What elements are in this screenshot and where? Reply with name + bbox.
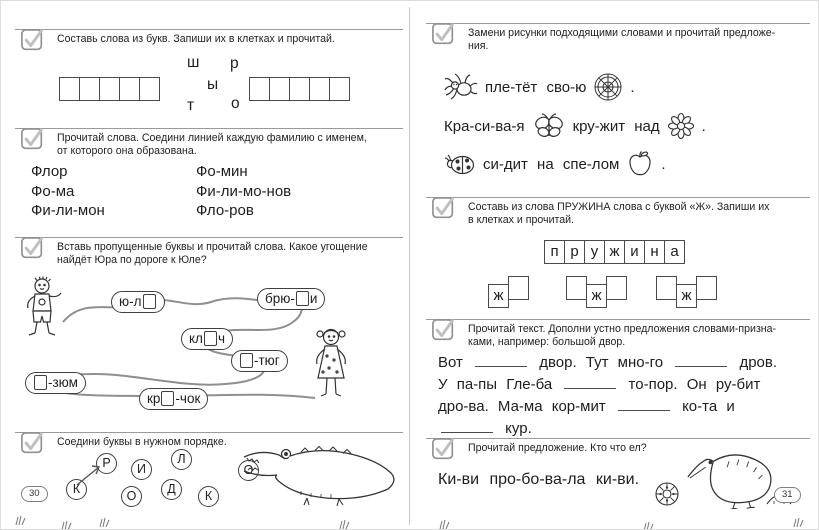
task-checkbox-icon[interactable] [432,319,456,343]
instruction-line-1: Составь из слова ПРУЖИНА слова с буквой «Ж». Запиши их [468,201,770,213]
fill-blank[interactable] [564,375,616,389]
picture-sentence-3 [444,150,666,178]
winding-path-scene [15,270,399,430]
fill-blank[interactable] [475,353,527,367]
letter-cell: а [664,240,685,264]
letter-cell: ж [604,240,625,264]
page-left [9,1,405,530]
text-segment: Вот [438,354,463,371]
sentence-text: си-дит на спе-лом [483,155,620,173]
picture-sentence-1 [444,72,635,102]
missing-letter-box[interactable] [296,291,309,306]
scattered-letter: ы [207,76,219,93]
page-right [420,1,812,530]
word-pill [25,372,86,394]
crocodile-illustration [241,445,399,507]
write-cell[interactable] [139,77,160,101]
task-checkbox-icon[interactable] [432,438,456,462]
word-pill [181,328,233,350]
boy-figure [21,276,67,338]
missing-letter-box[interactable] [161,391,174,406]
instruction-line-1: Составь слова из букв. Запиши их в клетках и прочитай. [57,33,335,45]
pruzhina-word-cells [544,240,684,264]
write-cell[interactable] [309,77,330,101]
task-connect-letters [15,432,403,523]
flower-icon [667,112,695,140]
write-cell[interactable] [508,276,529,300]
task-checkbox-icon[interactable] [432,23,456,47]
word-part: и [309,291,318,306]
sentence-period: . [630,78,635,96]
text-segment: двор. Тут мно-го [539,354,664,371]
write-cell[interactable] [249,77,270,101]
write-cell[interactable] [329,77,350,101]
surnames-column [196,162,291,221]
task-instruction [426,198,810,227]
write-cell[interactable] [79,77,100,101]
write-cell[interactable] [269,77,290,101]
task-missing-letters [15,237,403,431]
sentence-text: Кра-си-ва-я [444,117,525,135]
fill-blank[interactable] [618,397,670,411]
task-fill-adjectives [426,319,810,437]
page-number-badge: 30 [21,486,48,502]
write-cell[interactable] [119,77,140,101]
letter-cell: ж [676,284,697,308]
page-number-badge: 31 [774,487,801,503]
word-part: кл [189,331,203,346]
grass-tuft-decoration [97,517,113,527]
grass-tuft-decoration [13,515,29,525]
text-segment: кур. [505,420,532,437]
instruction-line-2: ния. [468,40,489,52]
write-cell[interactable] [696,276,717,300]
letter-circle[interactable]: К [66,479,87,500]
letter-circle[interactable]: Д [161,479,182,500]
page-divider [409,7,410,525]
task-replace-pictures [426,23,810,196]
scattered-letter: о [231,95,240,112]
task-instruction [15,30,403,46]
word-pill [111,291,165,313]
kiwi-sentence: Ки-ви про-бо-ва-ла ки-ви. [438,471,640,488]
instruction-line-1: Прочитай предложение. Кто что ел? [468,442,647,454]
grass-tuft-decoration [59,520,75,530]
surname[interactable]: Фо-мин [196,163,248,180]
task-checkbox-icon[interactable] [21,128,45,152]
word-part: -тюг [254,353,280,368]
scattered-letter: ш [187,54,200,71]
apple-icon [626,150,654,178]
missing-letter-box[interactable] [143,294,156,309]
word-pill [231,350,288,372]
grass-tuft-decoration [437,519,453,529]
instruction-line-1: Вставь пропущенные буквы и прочитай слова. Какое угощение [57,241,368,253]
word-part: -чок [175,391,201,406]
letter-circle[interactable]: И [131,459,152,480]
instruction-line-2: ками, например: большой двор. [468,336,626,348]
word-part: ч [217,331,225,346]
answer-group-2 [566,276,626,308]
grass-tuft-decoration [791,517,807,527]
first-names-column [31,162,105,221]
scattered-letter: р [230,55,239,72]
instruction-line-2: от которого она образована. [57,145,197,157]
task-kiwi-sentence [426,438,810,523]
task-instruction [426,320,810,349]
answer-cells-group-2 [249,77,349,101]
letter-cell: н [644,240,665,264]
instruction-line-2: найдёт Юра по дороге к Юле? [57,254,207,266]
fill-blank[interactable] [675,353,727,367]
letter-cell: у [584,240,605,264]
spider-icon [444,72,478,102]
missing-letter-box[interactable] [204,331,217,346]
surname[interactable]: Фи-ли-мо-нов [196,182,292,200]
missing-letter-box[interactable] [34,375,47,390]
letter-cell: ж [488,284,509,308]
task-instruction [15,238,403,267]
kiwi-fruit-icon [654,481,680,507]
write-cell[interactable] [289,77,310,101]
letter-circle[interactable]: О [238,460,259,481]
letter-cell: п [544,240,565,264]
task-checkbox-icon[interactable] [21,237,45,261]
write-cell[interactable] [606,276,627,300]
text-segment: то-пор. Он ру-бит дро-ва. Ма-ма кор-мит [438,376,761,415]
butterfly-icon [532,111,566,141]
word-pill [139,388,208,410]
task-compose-words [15,29,403,126]
task-checkbox-icon[interactable] [21,432,45,456]
first-name[interactable]: Флор [31,163,68,180]
sentence-period: . [661,155,666,173]
word-part: -зюм [48,375,78,390]
first-name[interactable]: Фи-ли-мон [31,202,105,219]
text-segment: ко-та и [682,398,735,415]
write-cell[interactable] [656,276,677,300]
letter-cell: ж [586,284,607,308]
write-cell[interactable] [59,77,80,101]
answer-group-1 [488,276,528,308]
sentence-period: . [701,117,706,135]
task-instruction [426,24,810,53]
letter-circle[interactable]: Р [96,453,117,474]
ladybug-icon [444,151,476,177]
letter-cell: р [564,240,585,264]
answer-cells-group-1 [59,77,159,101]
task-checkbox-icon[interactable] [21,29,45,53]
grass-tuft-decoration [337,519,353,529]
instruction-line-1: Прочитай текст. Дополни устно предложения словами-призна- [468,323,777,335]
word-part: ю-л [119,294,142,309]
arrow-icon [73,459,109,489]
letter-circle[interactable]: Л [171,449,192,470]
sentence-text: пле-тёт сво-ю [485,78,587,96]
write-cell[interactable] [99,77,120,101]
task-checkbox-icon[interactable] [432,197,456,221]
grass-tuft-decoration [641,521,657,530]
letter-circle[interactable]: О [121,486,142,507]
word-part: кр [147,391,161,406]
word-pill [257,288,325,310]
first-name[interactable]: Фо-ма [31,182,75,200]
sentence-text: кру-жит над [572,117,660,135]
instruction-line-1: Прочитай слова. Соедини линией каждую фамилию с именем, [57,132,367,144]
word-part: брю- [265,291,295,306]
fill-blank[interactable] [441,419,493,433]
surname[interactable]: Фло-ров [196,202,254,219]
write-cell[interactable] [566,276,587,300]
answer-group-3 [656,276,716,308]
spider-web-icon [593,72,623,102]
scattered-letter: т [187,97,195,114]
picture-sentence-2 [444,111,706,141]
girl-figure [309,326,353,406]
story-text [438,352,778,440]
letter-cell: и [624,240,645,264]
missing-letter-box[interactable] [240,353,253,368]
task-connect-names [15,128,403,237]
instruction-line-2: в клетках и прочитай. [468,214,574,226]
instruction-line-1: Соедини буквы в нужном порядке. [57,436,227,448]
text-segment: дров. У па-пы Гле-ба [438,354,778,393]
task-pruzhina-words [426,197,810,318]
instruction-line-1: Замени рисунки подходящими словами и прочитай предложе- [468,27,776,39]
letter-circle[interactable]: К [198,486,219,507]
task-instruction [15,129,403,158]
